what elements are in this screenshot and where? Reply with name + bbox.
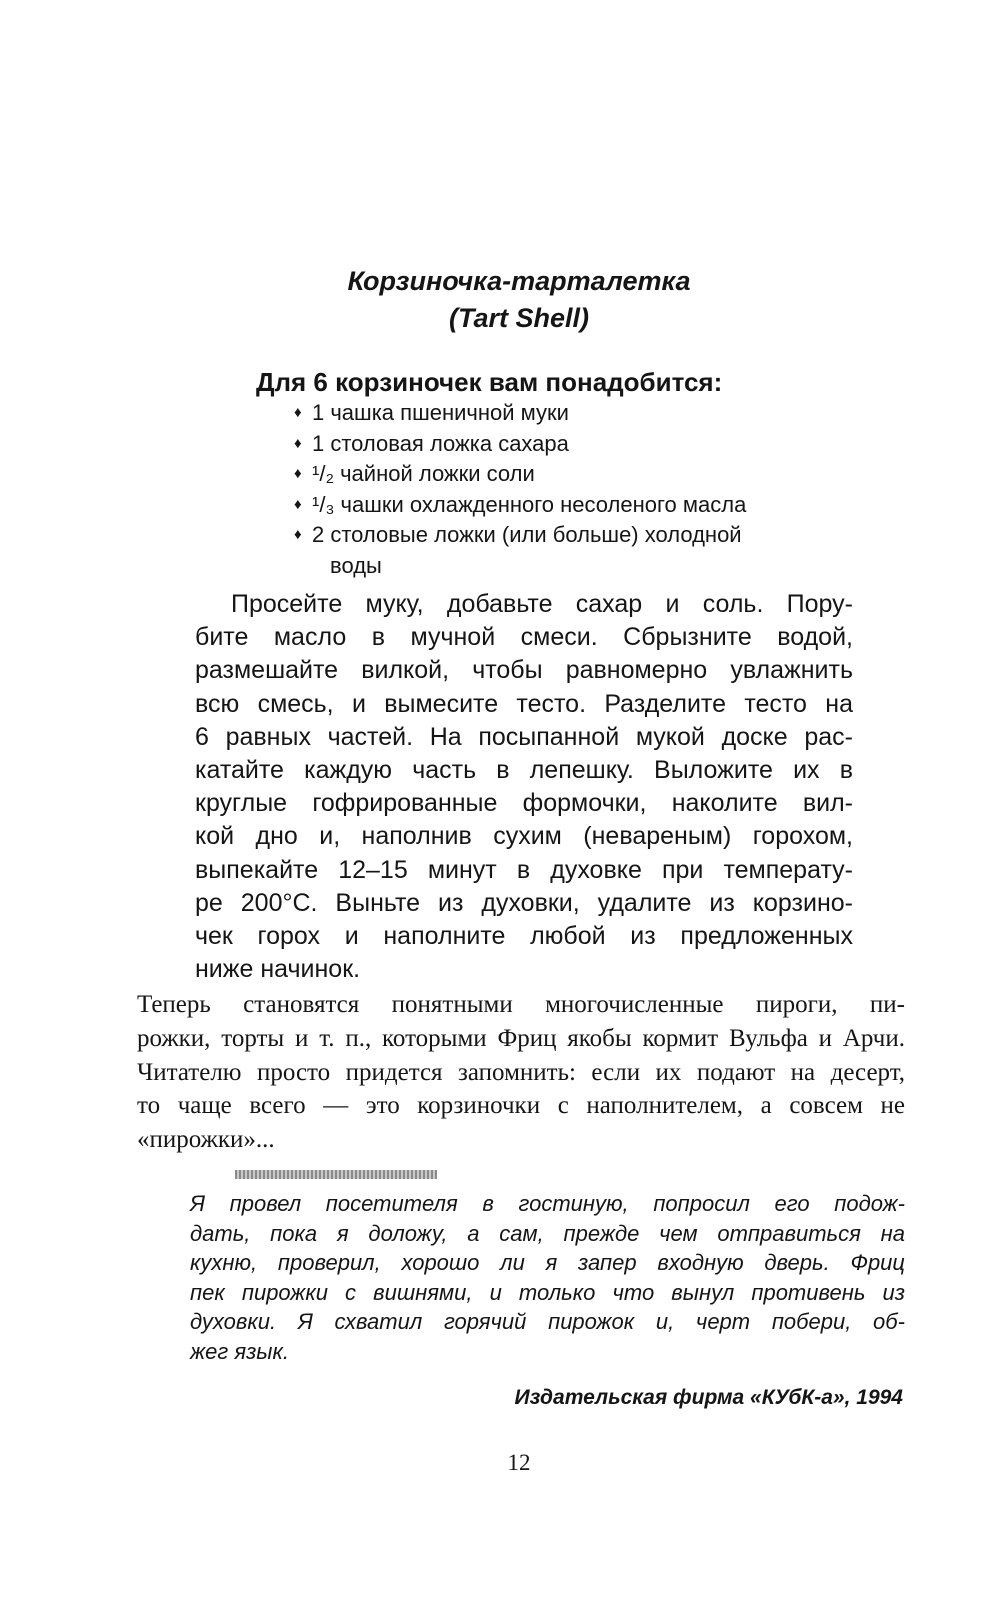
ingredient-item: ♦ 1 чашка пшеничной муки xyxy=(294,398,854,429)
method-line: 6 равных частей. На посыпанной мукой доске рас- xyxy=(195,722,853,751)
recipe-title xyxy=(0,263,1000,337)
commentary-paragraph xyxy=(137,988,905,1157)
commentary-line: Читателю просто придется запомнить: если их подают на десерт, xyxy=(137,1058,905,1086)
method-line: кой дно и, наполнив сухим (невареным) горохом, xyxy=(195,822,853,851)
recipe-method xyxy=(195,588,853,986)
quote-line: духовки. Я схватил горячий пирожок и, черт побери, об- xyxy=(190,1309,905,1335)
ingredient-item: ♦ 2 столовые ложки (или больше) холодной воды xyxy=(294,520,854,581)
ingredient-item: ♦ ¹/₃ чашки охлажденного несоленого масла xyxy=(294,490,854,521)
ingredients-heading: Для 6 корзиночек вам понадобится: xyxy=(256,367,723,397)
page-number: 12 xyxy=(507,1450,531,1475)
quote-line: пек пирожки с вишнями, и только что вынул противень из xyxy=(190,1279,905,1305)
ingredient-item: ♦ 1 столовая ложка сахара xyxy=(294,429,854,460)
ingredient-item-continuation: воды xyxy=(330,552,382,578)
method-line: всю смесь, и вымесите тесто. Разделите тесто на xyxy=(195,689,853,718)
method-line: выпекайте 12–15 минут в духовке при температу- xyxy=(195,855,853,884)
ingredient-item: ♦ ¹/₂ чайной ложки соли xyxy=(294,459,854,490)
method-line: ниже начинок. xyxy=(195,955,361,984)
diamond-bullet-icon: ♦ xyxy=(294,404,302,421)
diamond-bullet-icon: ♦ xyxy=(294,495,302,513)
quote-line: жег язык. xyxy=(190,1338,289,1364)
diamond-bullet-icon: ♦ xyxy=(294,434,302,452)
commentary-line: Теперь становятся понятными многочисленные пироги, пи- xyxy=(137,991,905,1018)
quote-line: дать, пока я доложу, а сам, прежде чем отправиться на xyxy=(190,1220,905,1246)
ingredient-list xyxy=(294,398,854,581)
method-line: Просейте муку, добавьте сахар и соль. Пору- xyxy=(231,590,853,618)
recipe-title-english: (Tart Shell) xyxy=(448,303,589,333)
quote-source: Издательская фирма «КУбК-а», 1994 xyxy=(514,1386,903,1409)
commentary-line: то чаще всего — это корзиночки с наполнителем, а совсем не xyxy=(137,1092,905,1120)
commentary-line: «пирожки»... xyxy=(137,1126,275,1154)
method-line: круглые гофрированные формочки, наколите вил- xyxy=(195,789,853,818)
method-line: размешайте вилкой, чтобы равномерно увлажнить xyxy=(195,656,853,685)
method-line: ре 200°С. Выньте из духовки, удалите из корзино- xyxy=(195,888,853,917)
method-line: катайте каждую часть в лепешку. Выложите их в xyxy=(195,756,853,785)
quote-line: кухню, проверил, хорошо ли я запер входную дверь. Фриц xyxy=(190,1250,905,1276)
diamond-bullet-icon: ♦ xyxy=(294,465,302,482)
quote-line: Я провел посетителя в гостиную, попросил его подож- xyxy=(190,1191,905,1216)
section-divider xyxy=(235,1170,437,1179)
method-line: чек горох и наполните любой из предложенных xyxy=(195,922,853,951)
commentary-line: рожки, торты и т. п., которыми Фриц якобы кормит Вульфа и Арчи. xyxy=(137,1024,905,1052)
recipe-title-russian: Корзиночка-тарталетка xyxy=(347,266,691,296)
method-line: бите масло в мучной смеси. Сбрызните водой, xyxy=(195,623,853,652)
quote-paragraph xyxy=(190,1189,905,1367)
diamond-bullet-icon: ♦ xyxy=(294,526,302,543)
